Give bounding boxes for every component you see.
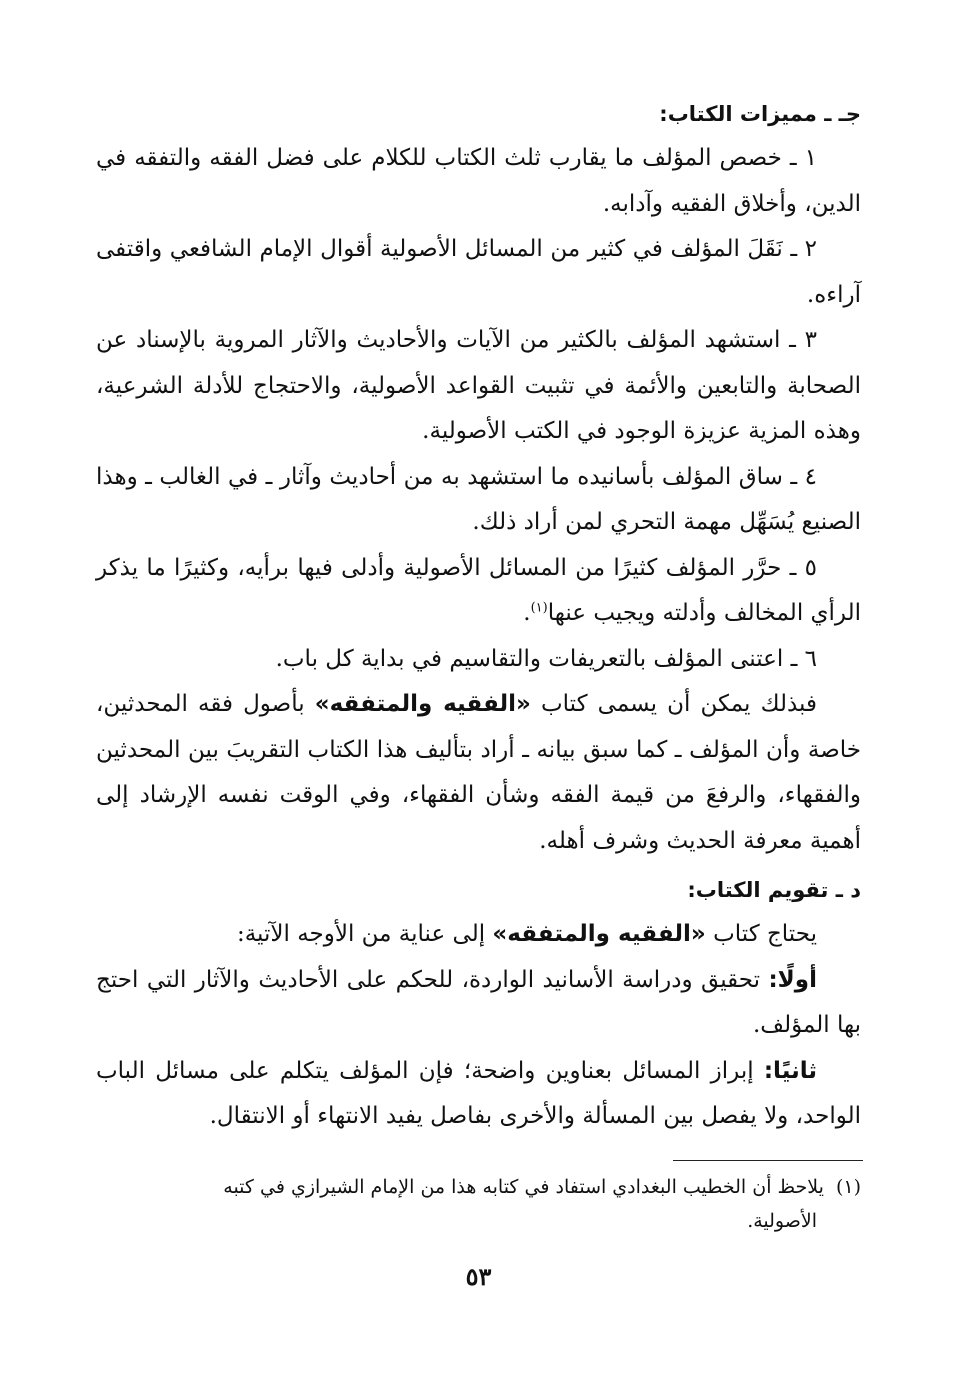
evaluation-intro <box>96 912 861 958</box>
main-text <box>96 92 861 1140</box>
conclusion-pre: فبذلك يمكن أن يسمى كتاب <box>530 691 817 717</box>
page-number: ٥٣ <box>465 1262 492 1291</box>
book-title: «الفقيه والمتفقه» <box>492 921 706 947</box>
point-first-text: تحقيق ودراسة الأسانيد الواردة، للحكم على الأحاديث والآثار التي احتج بها المؤلف. <box>96 966 861 1038</box>
footnote <box>108 1170 861 1238</box>
feature-item-3: ٣ ـ استشهد المؤلف بالكثير من الآيات والأحاديث والآثار المروية بالإسناد عن الصحابة والتابعين والأئمة في تثبيت القواعد الأصولية، والاحتجاج للأدلة الشرعية، وهذه المزية عزيزة الوجود في الكتب الأصولية. <box>96 327 861 444</box>
footnote-line <box>108 1170 861 1204</box>
footnote-divider <box>673 1160 863 1161</box>
conclusion-paragraph <box>96 682 861 864</box>
footnote-text-continued: الأصولية. <box>747 1210 817 1232</box>
feature-item-6: ٦ ـ اعتنى المؤلف بالتعريفات والتقاسيم في بداية كل باب. <box>275 645 817 672</box>
section-d-heading: د ـ تقويم الكتاب: <box>687 878 861 902</box>
footnote-text: يلاحظ أن الخطيب البغدادي استفاد في كتابه هذا من الإمام الشيرازي في كتبه <box>223 1176 824 1198</box>
section-c-heading: جـ ـ مميزات الكتاب: <box>659 102 861 126</box>
intro-pre: يحتاج كتاب <box>705 921 817 947</box>
feature-item-2: ٢ ـ نَقَلَ المؤلف في كثير من المسائل الأصولية أقوال الإمام الشافعي واقتفى آراءه. <box>96 236 861 308</box>
feature-item-5-end: . <box>523 600 531 626</box>
feature-item-5-text: ٥ ـ حرَّر المؤلف كثيرًا من المسائل الأصولية وأدلى فيها برأيه، وكثيرًا ما يذكر الرأي المخالف وأدلته ويجيب عنها <box>96 554 861 626</box>
footnote-ref: (١) <box>530 600 548 616</box>
footnote-number: (١) <box>835 1176 861 1198</box>
conclusion-post: بأصول فقه المحدثين، خاصة وأن المؤلف ـ كما سبق بيانه ـ أراد بتأليف هذا الكتاب التقريبَ بين المحدثين والفقهاء، والرفعَ من قيمة الفقه وشأن الفقهاء، وفي الوقت نفسه الإرشاد إلى أهمية معرفة الحديث وشرف أهله. <box>96 691 861 854</box>
feature-item-4: ٤ ـ ساق المؤلف بأسانيده ما استشهد به من أحاديث وآثار ـ في الغالب ـ وهذا الصنيع يُسَهِّل مهمة التحري لمن أراد ذلك. <box>96 463 861 535</box>
point-second-label: ثانيًا: <box>763 1057 817 1084</box>
point-second <box>96 1049 861 1140</box>
point-first-label: أولًا: <box>768 966 817 993</box>
intro-post: إلى عناية من الأوجه الآتية: <box>236 921 493 947</box>
feature-item-1: ١ ـ خصص المؤلف ما يقارب ثلث الكتاب للكلام على فضل الفقه والتفقه في الدين، وأخلاق الفقيه وآدابه. <box>96 145 861 217</box>
point-first <box>96 958 861 1049</box>
point-second-text: إبراز المسائل بعناوين واضحة؛ فإن المؤلف يتكلم على مسائل الباب الواحد، ولا يفصل بين المسألة والأخرى بفاصل يفيد الانتهاء أو الانتقال. <box>96 1057 861 1129</box>
book-title: «الفقيه والمتفقه» <box>314 691 531 717</box>
feature-item-5 <box>96 546 861 637</box>
